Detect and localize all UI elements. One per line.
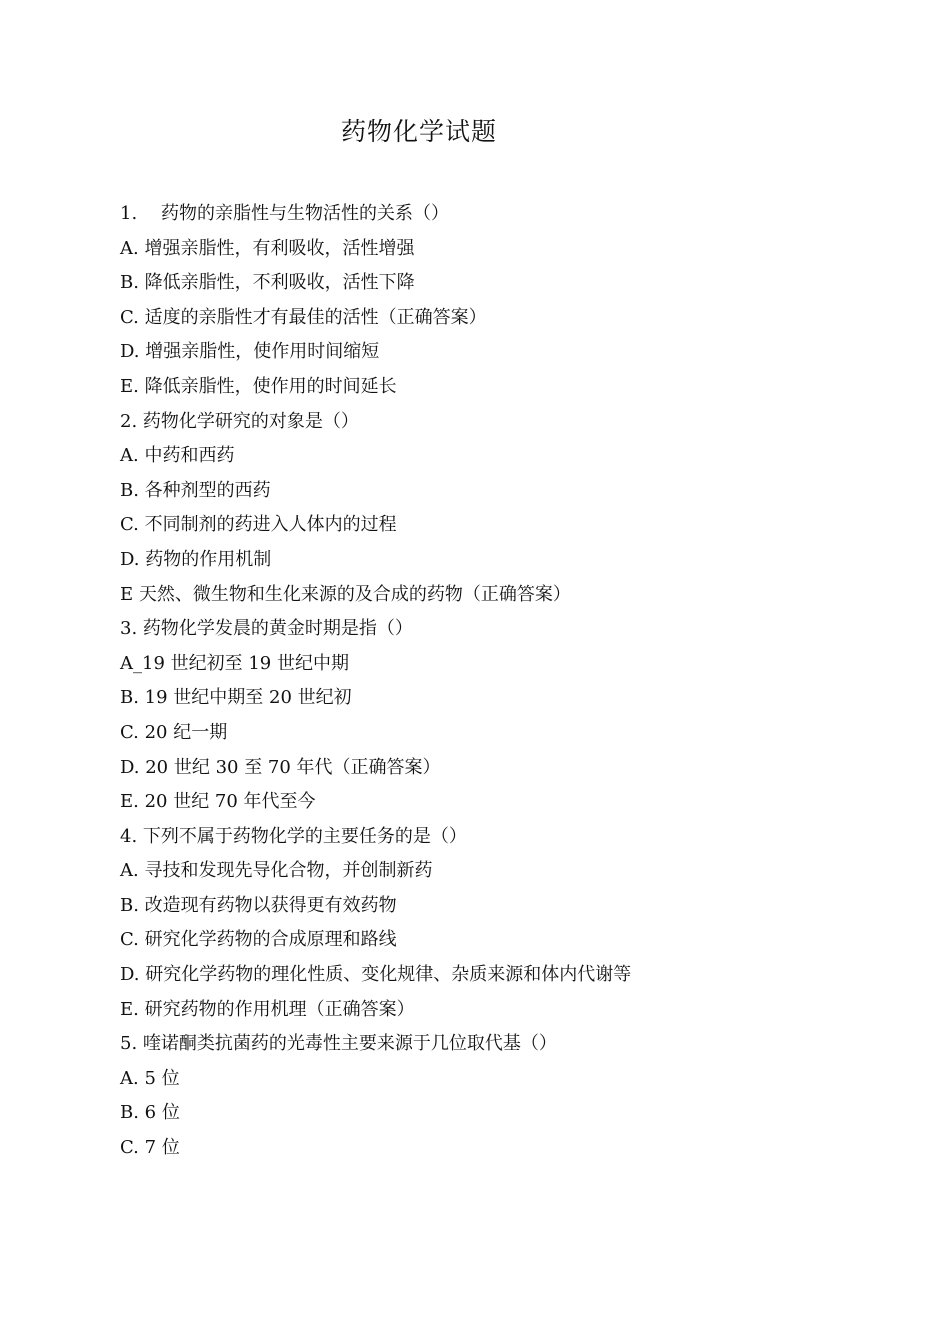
question-1-option-e: E. 降低亲脂性，使作用的时间延长 [120,375,397,397]
question-2-option-c: C. 不同制剂的药进入人体内的过程 [120,514,397,536]
question-2-option-a: A. 中药和西药 [120,445,235,467]
question-3-option-d: D. 20 世纪 30 至 70 年代（正确答案） [120,756,441,778]
question-2-option-b: B. 各种剂型的西药 [120,479,271,501]
question-4-option-a: A. 寻技和发现先导化合物，并创制新药 [120,860,433,882]
question-2-option-d: D. 药物的作用机制 [120,548,272,570]
question-4-stem: 4. 下列不属于药物化学的主要任务的是（） [120,825,467,847]
question-2-option-e: E 天然、微生物和生化来源的及合成的药物（正确答案） [120,583,571,605]
question-1-option-c: C. 适度的亲脂性才有最佳的活性（正确答案） [120,306,487,328]
question-5-option-a: A. 5 位 [120,1067,180,1089]
question-4-option-c: C. 研究化学药物的合成原理和路线 [120,929,397,951]
question-4-option-b: B. 改造现有药物以获得更有效药物 [120,894,397,916]
question-4-option-d: D. 研究化学药物的理化性质、变化规律、杂质来源和体内代谢等 [120,964,632,986]
question-3-option-c: C. 20 纪一期 [120,721,228,743]
question-5-option-b: B. 6 位 [120,1102,180,1124]
question-5-stem: 5. 喹诺酮类抗菌药的光毒性主要来源于几位取代基（） [120,1033,557,1055]
question-1-text: 药物的亲脂性与生物活性的关系（） [161,203,449,224]
question-1-number: 1. [120,203,138,224]
question-1-option-b: B. 降低亲脂性，不利吸收，活性下降 [120,272,415,294]
question-3-option-e: E. 20 世纪 70 年代至今 [120,791,316,813]
question-1-stem [120,197,820,232]
question-2-stem: 2. 药物化学研究的对象是（） [120,410,359,432]
question-5-option-c: C. 7 位 [120,1137,180,1159]
question-1-option-a: A. 增强亲脂性，有利吸收，活性增强 [120,237,415,259]
page-title: 药物化学试题 [340,117,497,146]
question-3-stem: 3. 药物化学发晨的黄金时期是指（） [120,618,413,640]
question-4-option-e: E. 研究药物的作用机理（正确答案） [120,998,415,1020]
question-3-option-b: B. 19 世纪中期至 20 世纪初 [120,687,352,709]
question-3-option-a: A_19 世纪初至 19 世纪中期 [120,652,349,674]
question-1-option-d: D. 增强亲脂性，使作用时间缩短 [120,341,380,363]
question-list [120,197,820,1166]
